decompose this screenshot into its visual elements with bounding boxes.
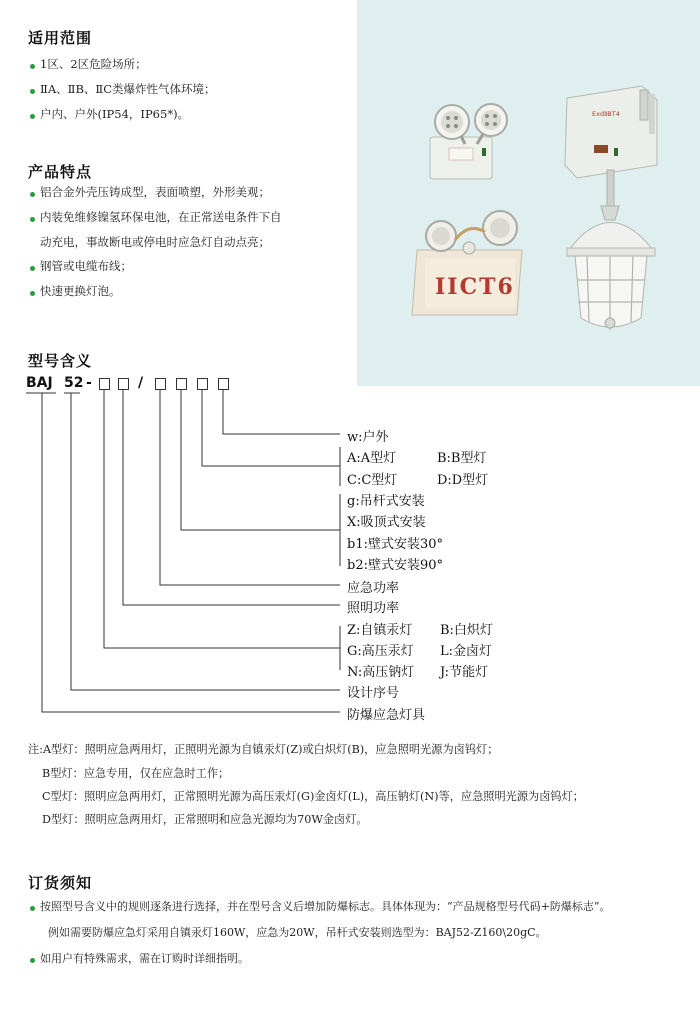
order-title: 订货须知 xyxy=(28,874,93,892)
features-title: 产品特点 xyxy=(28,163,93,181)
note-type-c: C型灯：照明应急两用灯，正常照明光源为高压汞灯(G)金卤灯(L)，高压钠灯(N)等，应急照明光源为卤钨灯； xyxy=(42,790,584,803)
model-title: 型号含义 xyxy=(28,352,93,370)
label-incandescent: B:白炽灯 xyxy=(440,623,493,638)
scope-item: 户内、户外(IP54，IP65*)。 xyxy=(40,107,190,121)
label-type-a: A:A型灯 xyxy=(347,451,397,466)
plate-ict6: IICT6 xyxy=(435,274,515,300)
model-code-baj: BAJ xyxy=(26,375,53,391)
feature-item: 快速更换灯泡。 xyxy=(40,284,121,298)
feature-item: 内装免维修镍氢环保电池，在正常送电条件下自 xyxy=(40,210,282,224)
model-code-52: 52 xyxy=(64,375,84,391)
label-energy-saving: J:节能灯 xyxy=(440,665,489,680)
feature-item: 钢管或电缆布线； xyxy=(40,259,132,273)
label-type-c: C:C型灯 xyxy=(347,473,398,488)
label-outdoor: w:户外 xyxy=(347,430,389,445)
label-lighting-power: 照明功率 xyxy=(347,601,400,616)
label-design-number: 设计序号 xyxy=(347,686,400,701)
scope-item: ⅡA、ⅡB、ⅡC类爆炸性气体环境； xyxy=(40,82,216,96)
label-wall-90: b2:壁式安装90° xyxy=(347,558,444,573)
note-type-b: B型灯：应急专用，仅在应急时工作； xyxy=(42,767,230,780)
order-line-3: 如用户有特殊需求，需在订购时详细指明。 xyxy=(40,952,249,965)
label-product: 防爆应急灯具 xyxy=(347,708,426,723)
label-ceiling-mount: X:吸顶式安装 xyxy=(347,515,426,530)
label-type-b: B:B型灯 xyxy=(437,451,487,466)
label-emergency-power: 应急功率 xyxy=(347,581,400,596)
label-type-d: D:D型灯 xyxy=(437,473,489,488)
order-line-1: 按照型号含义中的规则逐条进行选择，并在型号含义后增加防爆标志。具体体现为：“产品规格型号代码+防爆标志”。 xyxy=(40,900,611,913)
scope-title: 适用范围 xyxy=(28,29,93,47)
note-type-a: 注:A型灯：照明应急两用灯，正照明光源为自镇汞灯(Z)或白炽灯(B)，应急照明光源为卤钨灯； xyxy=(28,743,499,756)
label-self-ballasted: Z:自镇汞灯 xyxy=(347,623,413,638)
label-hp-mercury: G:高压汞灯 xyxy=(347,644,414,659)
plate-exd: ExdⅡBT4 xyxy=(592,110,620,118)
model-code-slash: / xyxy=(138,375,144,391)
label-hp-sodium: N:高压钠灯 xyxy=(347,665,415,680)
label-metal-halide: L:金卤灯 xyxy=(440,644,493,659)
model-code-dash: - xyxy=(86,375,92,391)
label-pole-mount: g:吊杆式安装 xyxy=(347,494,425,509)
bullet-dot xyxy=(30,958,35,963)
feature-item: 铝合金外壳压铸成型，表面喷塑，外形美观； xyxy=(40,185,270,199)
note-type-d: D型灯：照明应急两用灯，正常照明和应急光源均为70W金卤灯。 xyxy=(42,813,368,826)
feature-item-continued: 动充电，事故断电或停电时应急灯自动点亮； xyxy=(40,235,270,249)
bullet-dot xyxy=(30,906,35,911)
order-line-2: 例如需要防爆应急灯采用自镇汞灯160W，应急为20W，吊杆式安装则选型为：BAJ52-Z160\20gC。 xyxy=(48,926,547,939)
label-wall-30: b1:壁式安装30° xyxy=(347,537,444,552)
scope-item: 1区、2区危险场所； xyxy=(40,57,147,71)
